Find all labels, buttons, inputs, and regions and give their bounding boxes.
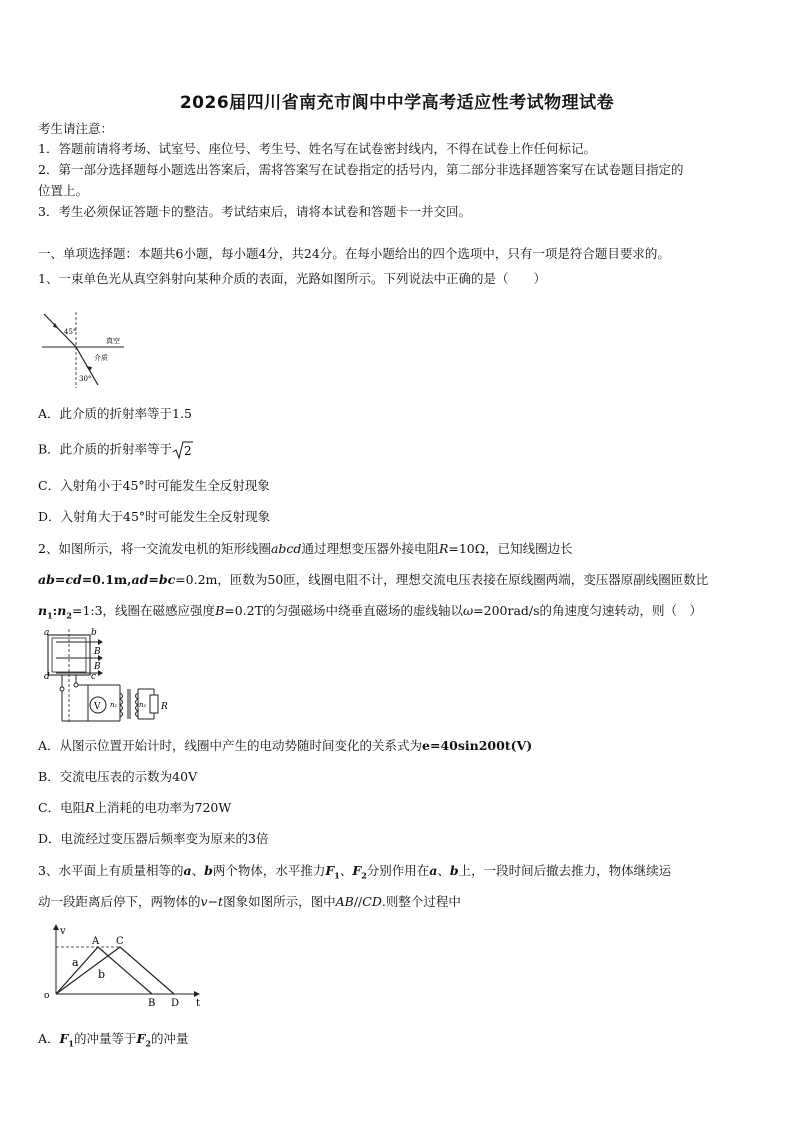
- q3-var-CD: CD: [362, 894, 382, 909]
- v-axis-arrow-icon: [53, 924, 59, 930]
- terminal: [74, 683, 78, 687]
- q3-text: 、: [437, 863, 450, 878]
- q3-text: 、: [191, 863, 205, 878]
- t-label: t: [196, 998, 201, 1008]
- q2-var-omega: ω: [462, 603, 474, 618]
- question-2-stem-line1: [38, 540, 762, 558]
- q2-text: =0.2T的匀强磁场中绕垂直磁场的虚线轴以: [224, 603, 463, 618]
- voltmeter-label: V: [94, 702, 101, 712]
- q3-var: b: [449, 863, 459, 878]
- q2-var-ad: ad: [131, 572, 149, 587]
- q3-sub: 2: [361, 870, 367, 881]
- q1-option-b: [38, 440, 762, 460]
- notice-item-2: 2．第一部分选择题每小题选出答案后，需将答案写在试卷指定的括号内，第二部分非选择题答案写在试卷题目指定的: [38, 162, 684, 177]
- q3-var: b: [204, 863, 213, 878]
- q2-var-abcd: abcd: [270, 541, 302, 556]
- medium-label: 介质: [94, 354, 108, 362]
- q2-text: =0.1m,: [81, 572, 132, 587]
- q1-option-d: D．入射角大于45°时可能发生全反射现象: [38, 509, 271, 524]
- q2-option-a-text: A．从图示位置开始计时，线圈中产生的电动势随时间变化的关系式为: [38, 738, 423, 753]
- q2-text: =10Ω，已知线圈边长: [448, 541, 573, 556]
- q2-option-c-text: C．电阻: [38, 800, 86, 815]
- generator-diagram: [42, 627, 172, 727]
- q2-text: =0.2m，匝数为50匝，线圈电阻不计，理想交流电压表接在原线圈两端，变压器原副线圈匝数比: [175, 572, 709, 587]
- question-2-stem-line3: [38, 602, 762, 625]
- q2-var-B: B: [215, 603, 225, 618]
- question-2-stem-line2: [38, 571, 762, 589]
- q2-var-R: R: [438, 541, 449, 556]
- q2-option-c-text: 上消耗的电功率为720W: [94, 800, 232, 815]
- sqrt-radicand: 2: [184, 444, 192, 458]
- curve-b-label: b: [98, 968, 106, 981]
- point-C-label: C: [116, 936, 124, 947]
- field-label-B1: B: [94, 647, 101, 657]
- terminal: [60, 687, 64, 691]
- q3-text: //: [353, 894, 363, 909]
- point-B-label: B: [148, 998, 156, 1008]
- q3-var: F: [325, 863, 335, 878]
- q2-option-a: [38, 737, 762, 755]
- q3-var: a: [429, 863, 438, 878]
- refraction-diagram: [38, 310, 128, 390]
- q3-text: 动一段距离后停下，两物体的: [38, 894, 201, 909]
- q3-var-AB: AB: [335, 894, 354, 909]
- q2-text: =: [148, 572, 159, 587]
- q2-text: :: [52, 603, 58, 618]
- sqrt-symbol: [172, 440, 194, 460]
- question-3-stem-line1: [38, 862, 762, 885]
- q2-var-cd: cd: [65, 572, 82, 587]
- q2-sub: 2: [66, 610, 72, 621]
- page-title: 2026届四川省南充市阆中中学高考适应性考试物理试卷: [179, 93, 615, 113]
- q2-text: 2、如图所示，将一交流发电机的矩形线圈: [38, 541, 271, 556]
- n1-label: n₁: [110, 701, 118, 709]
- angle-45-label: 45°: [64, 328, 77, 336]
- vacuum-label: 真空: [106, 337, 120, 345]
- curve-b: [56, 947, 174, 994]
- question-1-stem: 1、一束单色光从真空斜射向某种介质的表面，光路如图所示。下列说法中正确的是（ ）: [38, 271, 546, 286]
- q3-option-a-var: F: [59, 1031, 69, 1046]
- q2-text: 通过理想变压器外接电阻: [301, 541, 439, 556]
- q2-var-n2: n: [57, 603, 67, 618]
- label-c: c: [91, 672, 97, 682]
- resistor-icon: [150, 695, 158, 713]
- curve-a-label: a: [72, 956, 79, 969]
- notice-item-2-cont: 位置上。: [38, 183, 89, 198]
- q3-var-vt: v−t: [200, 894, 224, 909]
- q3-text: .则整个过程中: [381, 894, 461, 909]
- q3-text: 两个物体，水平推力: [212, 863, 326, 878]
- n2-label: n₂: [139, 701, 147, 709]
- q3-text: 图象如图所示，图中: [223, 894, 336, 909]
- q3-option-a-sub: 1: [68, 1038, 74, 1049]
- q2-option-b: B．交流电压表的示数为40V: [38, 769, 198, 784]
- point-D-label: D: [171, 998, 180, 1008]
- label-d: d: [44, 672, 50, 682]
- q1-option-a: A．此介质的折射率等于1.5: [38, 406, 192, 421]
- q3-option-a-text: A．: [38, 1031, 60, 1046]
- q2-var-bc: bc: [158, 572, 176, 587]
- t-axis-arrow-icon: [194, 991, 200, 997]
- label-b: b: [91, 628, 97, 638]
- q2-option-c-var: R: [85, 800, 95, 815]
- angle-30-label: 30°: [79, 375, 92, 383]
- label-a: a: [44, 628, 50, 638]
- q3-text: 、: [339, 863, 353, 878]
- q2-option-d: D．电流经过变压器后频率变为原来的3倍: [38, 831, 269, 846]
- q3-text: 上，一段时间后撤去推力，物体继续运: [458, 863, 672, 878]
- q2-sub: 1: [47, 610, 53, 621]
- q3-text: 分别作用在: [366, 863, 430, 878]
- v-label: v: [60, 926, 66, 937]
- section-heading: 一、单项选择题：本题共6小题，每小题4分，共24分。在每小题给出的四个选项中，只有一项是符合题目要求的。: [38, 246, 670, 261]
- notice-item-3: 3．考生必须保证答题卡的整洁。考试结束后，请将本试卷和答题卡一并交回。: [38, 204, 471, 219]
- q1-option-c: C．入射角小于45°时可能发生全反射现象: [38, 478, 270, 493]
- field-arrow-icon: [98, 639, 103, 645]
- q3-option-a-text: 的冲量等于: [73, 1031, 137, 1046]
- question-3-stem-line2: [38, 893, 762, 911]
- notice-item-1: 1．答题前请将考场、试室号、座位号、考生号、姓名写在试卷密封线内，不得在试卷上作任何标记。: [38, 141, 596, 156]
- point-A-label: A: [92, 936, 100, 947]
- q2-var-ab: ab: [38, 572, 55, 587]
- q3-option-a-sub: 2: [145, 1038, 151, 1049]
- q3-var: F: [352, 863, 362, 878]
- resistor-label: R: [161, 702, 168, 712]
- q3-text: 3、水平面上有质量相等的: [38, 863, 184, 878]
- field-label-B2: B: [94, 662, 101, 672]
- origin-label: o: [44, 991, 50, 1001]
- q2-text: =: [54, 572, 66, 587]
- q2-option-c: [38, 799, 762, 817]
- q3-sub: 1: [334, 870, 340, 881]
- q2-text: =200rad/s的角速度匀速转动，则（ ）: [473, 603, 703, 618]
- q1-option-b-text: B．此介质的折射率等于: [38, 441, 173, 457]
- q2-var-n1: n: [38, 603, 48, 618]
- q3-var: a: [183, 863, 192, 878]
- vt-graph: [40, 922, 210, 1008]
- notice-heading: 考生请注意：: [38, 121, 114, 136]
- q3-option-a-text: 的冲量: [150, 1031, 189, 1046]
- q3-option-a-var: F: [136, 1031, 146, 1046]
- q3-option-a: [38, 1030, 762, 1053]
- q2-text: =1:3，线圈在磁感应强度: [71, 603, 216, 618]
- q2-option-a-expr: e=40sin200t(V): [422, 738, 533, 753]
